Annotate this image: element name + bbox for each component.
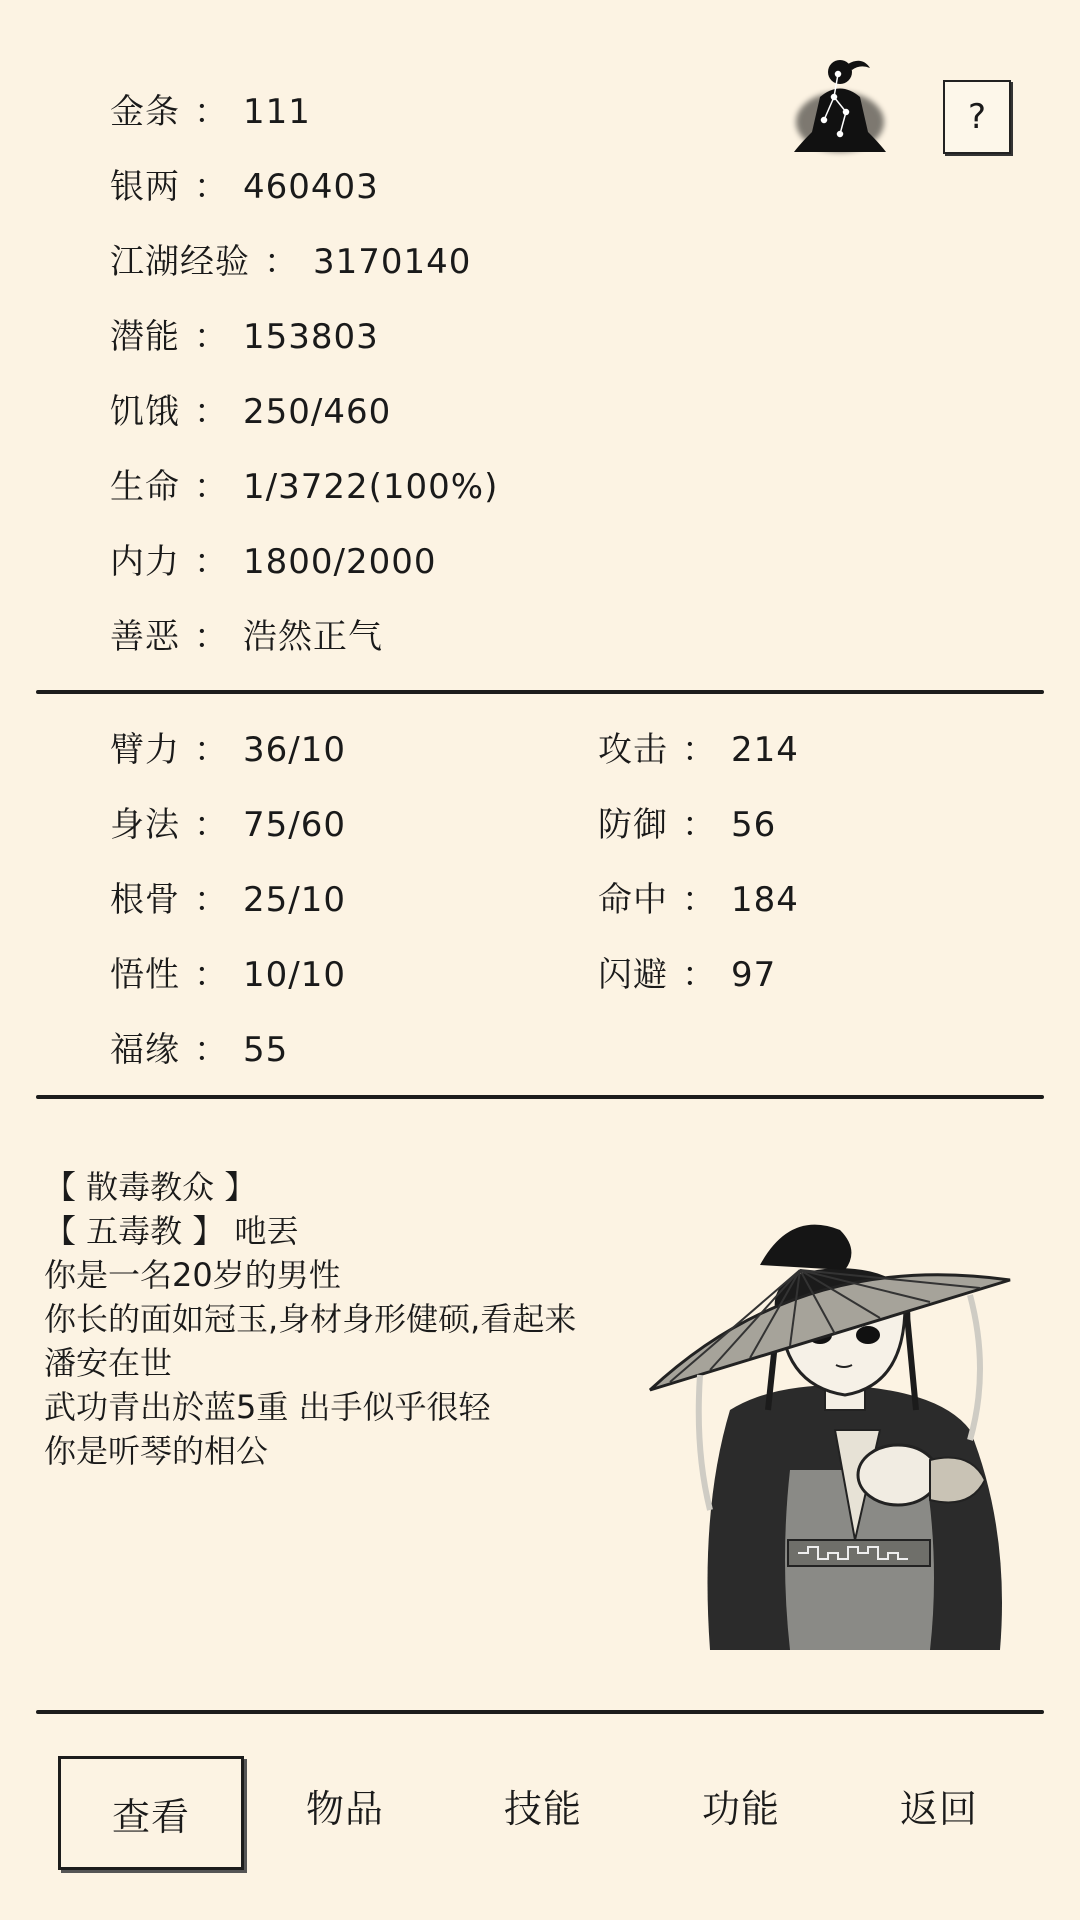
attr-value: 25/10	[243, 880, 346, 920]
stat-value: 153803	[243, 317, 379, 357]
attr-comprehension: 悟性 ： 10/10	[110, 955, 346, 995]
attr-label: 防御	[598, 805, 668, 845]
stat-label: 内力	[110, 542, 180, 582]
stat-label: 银两	[110, 167, 180, 207]
stat-label: 善恶	[110, 617, 180, 657]
attr-value: 36/10	[243, 730, 346, 770]
stat-gold: 金条 ： 111	[110, 92, 311, 132]
tab-label: 返回	[899, 1786, 978, 1831]
attr-label: 身法	[110, 805, 180, 845]
stat-experience: 江湖经验 ： 3170140	[110, 242, 472, 282]
attr-label: 福缘	[110, 1030, 180, 1070]
attr-value: 56	[731, 805, 777, 845]
attr-value: 97	[731, 955, 777, 995]
help-icon: ?	[967, 97, 987, 137]
stat-value: 浩然正气	[243, 617, 383, 657]
profile-line: 你长的面如冠玉,身材身形健硕,看起来	[44, 1300, 577, 1338]
attr-fortune: 福缘 ： 55	[110, 1030, 289, 1070]
tab-items[interactable]	[255, 1750, 435, 1860]
profile-sect: 【 五毒教 】 吔丟	[44, 1212, 299, 1250]
stat-label: 江湖经验	[110, 242, 250, 282]
divider	[36, 1710, 1044, 1714]
stat-value: 1/3722(100%)	[243, 467, 499, 507]
profile-line: 你是一名20岁的男性	[44, 1256, 341, 1294]
profile-description	[44, 1165, 664, 1473]
stat-health: 生命 ： 1/3722(100%)	[110, 467, 499, 507]
attr-label: 攻击	[598, 730, 668, 770]
stat-value: 460403	[243, 167, 379, 207]
stat-value: 250/460	[243, 392, 392, 432]
divider	[36, 690, 1044, 694]
tab-label: 技能	[503, 1786, 582, 1831]
stat-internal-force: 内力 ： 1800/2000	[110, 542, 437, 582]
character-portrait	[640, 1210, 1020, 1650]
attr-value: 184	[731, 880, 799, 920]
stat-value: 3170140	[313, 242, 472, 282]
stat-morality: 善恶 ： 浩然正气	[110, 617, 383, 657]
stat-value: 1800/2000	[243, 542, 437, 582]
attr-hit: 命中 ： 184	[598, 880, 799, 920]
attr-label: 悟性	[110, 955, 180, 995]
stat-value: 111	[243, 92, 311, 132]
help-button[interactable]	[943, 80, 1011, 154]
stat-silver: 银两 ： 460403	[110, 167, 379, 207]
attr-label: 根骨	[110, 880, 180, 920]
attr-value: 75/60	[243, 805, 346, 845]
attr-attack: 攻击 ： 214	[598, 730, 799, 770]
stat-label: 金条	[110, 92, 180, 132]
profile-title: 【 散毒教众 】	[44, 1168, 257, 1206]
tab-return[interactable]	[849, 1750, 1029, 1860]
meditating-figure-icon[interactable]	[790, 52, 890, 162]
attr-label: 臂力	[110, 730, 180, 770]
attr-value: 214	[731, 730, 799, 770]
attr-value: 55	[243, 1030, 289, 1070]
tab-label: 查看	[111, 1794, 190, 1839]
attr-label: 闪避	[598, 955, 668, 995]
attr-dodge: 闪避 ： 97	[598, 955, 777, 995]
attr-defense: 防御 ： 56	[598, 805, 777, 845]
attr-constitution: 根骨 ： 25/10	[110, 880, 346, 920]
attr-agility: 身法 ： 75/60	[110, 805, 346, 845]
stat-label: 饥饿	[110, 392, 180, 432]
profile-line: 武功青出於蓝5重 出手似乎很轻	[44, 1388, 491, 1426]
attr-label: 命中	[598, 880, 668, 920]
stat-hunger: 饥饿 ： 250/460	[110, 392, 392, 432]
profile-line: 潘安在世	[44, 1344, 173, 1382]
attr-strength: 臂力 ： 36/10	[110, 730, 346, 770]
tab-label: 功能	[701, 1786, 780, 1831]
stat-potential: 潜能 ： 153803	[110, 317, 379, 357]
stat-label: 生命	[110, 467, 180, 507]
tab-view[interactable]	[58, 1756, 244, 1870]
attr-value: 10/10	[243, 955, 346, 995]
stat-label: 潜能	[110, 317, 180, 357]
tab-label: 物品	[305, 1786, 384, 1831]
tab-functions[interactable]	[651, 1750, 831, 1860]
profile-line: 你是听琴的相公	[44, 1432, 269, 1470]
divider	[36, 1095, 1044, 1099]
tab-skills[interactable]	[453, 1750, 633, 1860]
